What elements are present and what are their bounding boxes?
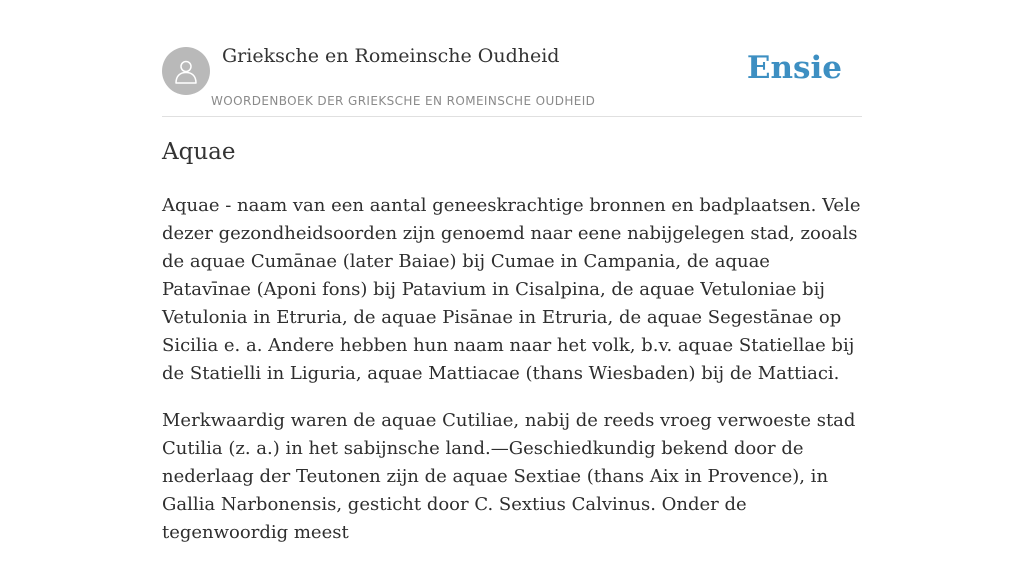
site-title[interactable]: Grieksche en Romeinsche Oudheid — [222, 45, 560, 67]
brand-logo[interactable]: Ensie — [746, 50, 842, 86]
user-silhouette-icon — [173, 58, 199, 84]
entry-paragraph: Merkwaardig waren de aquae Cutiliae, nabij de reeds vroeg verwoeste stad Cutilia (z. a.) in het sabijnsche land.—Geschiedkundig bekend door de nederlaag der Teutonen zijn de aquae Sextiae (thans Aix in Provence), in Gallia Narbonensis, gesticht door C. Sextius Calvinus. Onder de tegenwoordig meest — [162, 410, 856, 543]
entry-body — [162, 192, 862, 566]
avatar[interactable] — [162, 47, 210, 95]
entry-paragraph: Aquae - naam van een aantal geneeskrachtige bronnen en badplaatsen. Vele dezer gezondheidsoorden zijn genoemd naar eene nabijgelegen stad, zooals de aquae Cumānae (later Baiae) bij Cumae in Campania, de aquae Patavīnae (Aponi fons) bij Patavium in Cisalpina, de aquae Vetuloniae bij Vetulonia in Etruria, de aquae Pisānae in Etruria, de aquae Segestānae op Sicilia e. a. Andere hebben hun naam naar het volk, b.v. aquae Statiellae bij de Statielli in Liguria, aquae Mattiacae (thans Wiesbaden) bij de Mattiaci. — [162, 195, 861, 384]
site-subtitle: WOORDENBOEK DER GRIEKSCHE EN ROMEINSCHE OUDHEID — [211, 94, 596, 108]
header — [162, 0, 862, 117]
content-container — [162, 0, 862, 543]
entry-title: Aquae — [162, 139, 236, 165]
